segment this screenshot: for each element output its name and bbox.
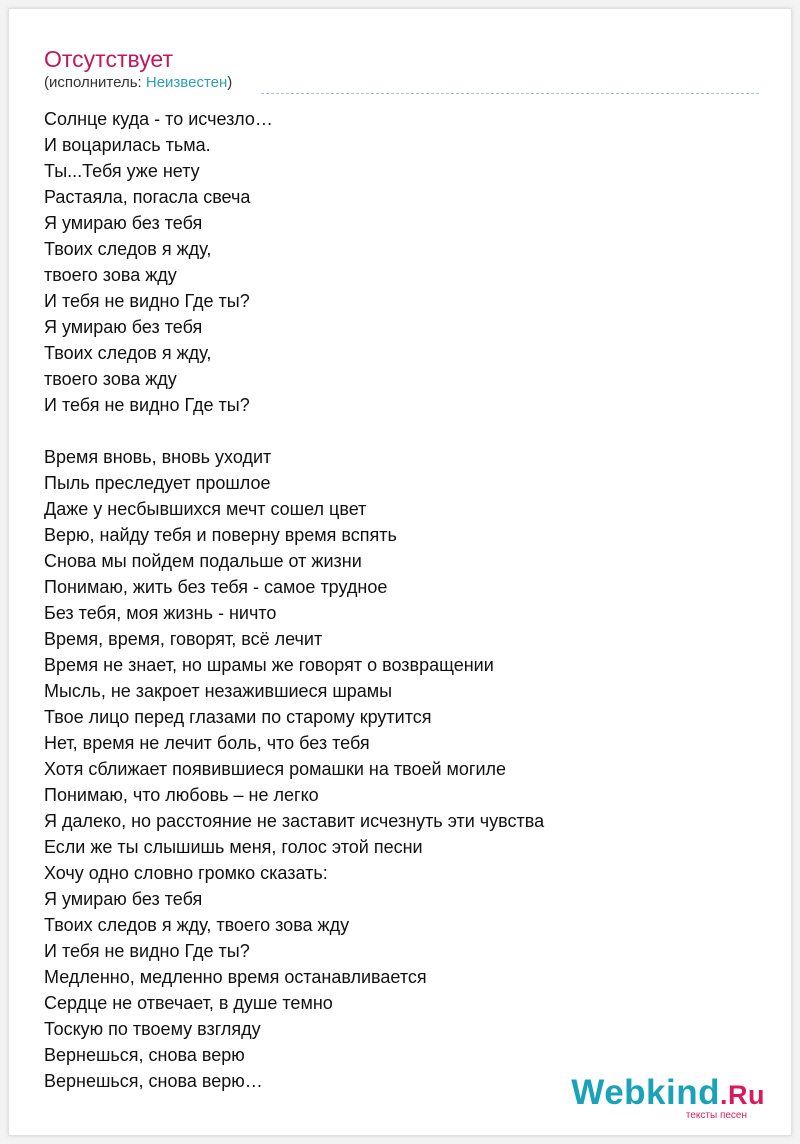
lyric-line: И тебя не видно Где ты?: [44, 291, 250, 311]
lyric-line: Время вновь, вновь уходит: [44, 447, 272, 467]
lyric-line: Даже у несбывшихся мечт сошел цвет: [44, 499, 367, 519]
lyric-line: Растаяла, погасла свеча: [44, 187, 251, 207]
logo-wordmark: [571, 1075, 765, 1113]
lyric-line: Время не знает, но шрамы же говорят о возвращении: [44, 655, 494, 675]
lyric-line: И тебя не видно Где ты?: [44, 941, 250, 961]
song-title: Отсутствует: [44, 46, 173, 72]
lyric-line: Я умираю без тебя: [44, 213, 203, 233]
lyric-line: твоего зова жду: [44, 265, 177, 285]
lyric-line: Твоих следов я жду,: [44, 343, 212, 363]
lyric-line: Я далеко, но расстояние не заставит исчезнуть эти чувства: [44, 811, 545, 831]
lyric-line: Хотя сближает появившиеся ромашки на твоей могиле: [44, 759, 507, 779]
lyric-line: Верю, найду тебя и поверну время вспять: [44, 525, 397, 545]
logo-main-text: Webkind: [571, 1073, 720, 1112]
lyric-line: Вернешься, снова верю…: [44, 1071, 263, 1091]
divider: [261, 93, 759, 94]
lyrics-sheet: [8, 8, 792, 1136]
lyric-line: Понимаю, что любовь – не легко: [44, 785, 319, 805]
lyric-line: Без тебя, моя жизнь - ничто: [44, 603, 277, 623]
lyric-line: Я умираю без тебя: [44, 317, 203, 337]
lyric-line: Вернешься, снова верю: [44, 1045, 245, 1065]
lyric-line: Я умираю без тебя: [44, 889, 203, 909]
site-logo[interactable]: [571, 1075, 765, 1121]
lyric-line: Твоих следов я жду,: [44, 239, 212, 259]
lyric-line: Твоих следов я жду, твоего зова жду: [44, 915, 350, 935]
lyric-line: Нет, время не лечит боль, что без тебя: [44, 733, 370, 753]
lyric-line: Хочу одно словно громко сказать:: [44, 863, 328, 883]
artist-link[interactable]: Неизвестен: [145, 74, 228, 91]
lyric-line: И тебя не видно Где ты?: [44, 395, 250, 415]
lyric-line: Тоскую по твоему взгляду: [44, 1019, 261, 1039]
lyric-line: Если же ты слышишь меня, голос этой песни: [44, 837, 423, 857]
lyric-line: Снова мы пойдем подальше от жизни: [44, 551, 362, 571]
lyric-line: И воцарилась тьма.: [44, 135, 211, 155]
lyric-line: Солнце куда - то исчезло…: [44, 109, 273, 129]
artist-prefix: (исполнитель:: [44, 74, 146, 91]
lyric-line: Время, время, говорят, всё лечит: [44, 629, 323, 649]
lyric-line: Медленно, медленно время останавливается: [44, 967, 427, 987]
artist-line: [44, 73, 232, 93]
lyric-line: твоего зова жду: [44, 369, 177, 389]
artist-suffix: ): [227, 74, 233, 91]
lyric-blank-line: [44, 418, 774, 444]
logo-tagline: тексты песен: [685, 1110, 747, 1121]
lyrics-text: [44, 106, 774, 1094]
lyric-line: Мысль, не закроет незажившиеся шрамы: [44, 681, 393, 701]
lyric-line: Сердце не отвечает, в душе темно: [44, 993, 333, 1013]
lyric-line: Пыль преследует прошлое: [44, 473, 271, 493]
logo-tld: .Ru: [720, 1080, 765, 1110]
lyric-line: Твое лицо перед глазами по старому крутится: [44, 707, 432, 727]
lyric-line: Ты...Тебя уже нету: [44, 161, 200, 181]
lyric-line: Понимаю, жить без тебя - самое трудное: [44, 577, 388, 597]
